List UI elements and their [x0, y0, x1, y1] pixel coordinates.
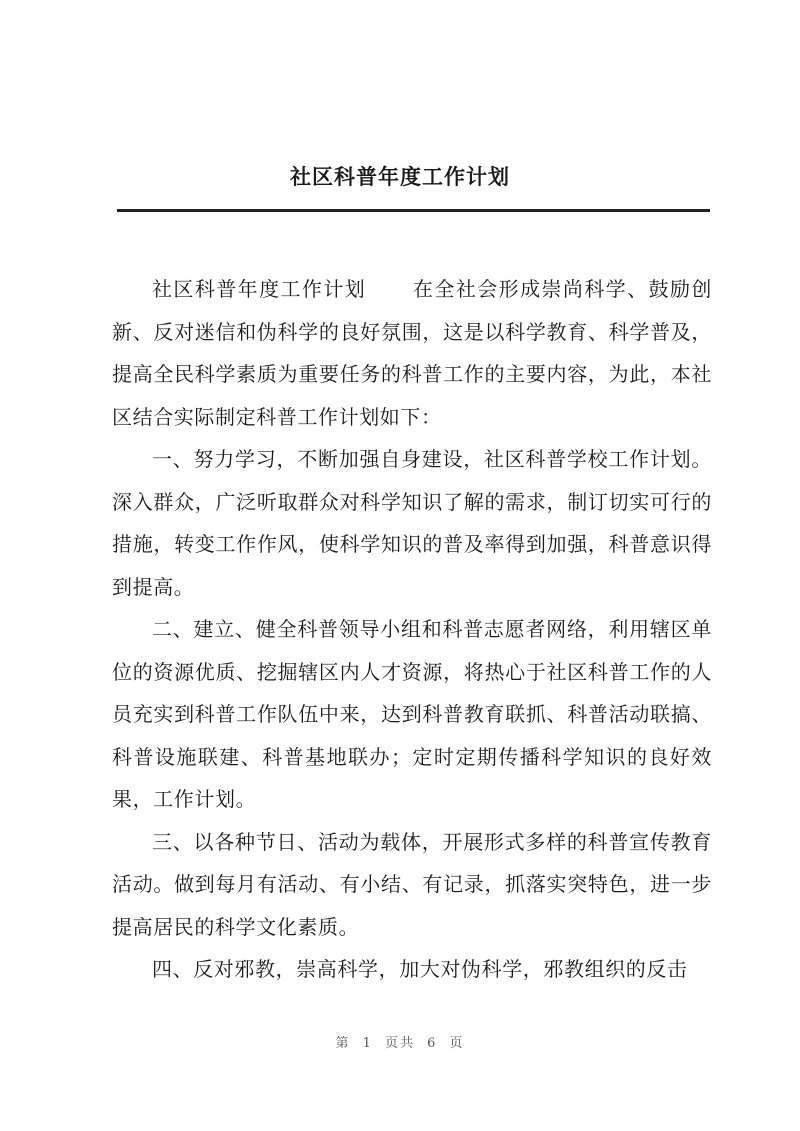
- paragraph-4: 四、反对邪教，崇高科学，加大对伪科学，邪教组织的反击: [152, 957, 688, 981]
- intro-paragraph: [112, 268, 712, 438]
- intro-lead: 社区科普年度工作计划: [152, 277, 367, 301]
- paragraph-1: 一、努力学习，不断加强自身建设，社区科普学校工作计划。深入群众，广泛听取群众对科学知识了解的需求，制订切实可行的措施，转变工作作风，使科学知识的普及率得到加强，科普意识得到提高。: [112, 447, 712, 599]
- intro-body: 在全社会形成崇尚科学、鼓励创新、反对迷信和伪科学的良好氛围，这是以科学教育、科学普及，提高全民科学素质为重要任务的科普工作的主要内容，为此，本社区结合实际制定科普工作计划如下：: [112, 277, 713, 429]
- paragraph-2: 二、建立、健全科普领导小组和科普志愿者网络，利用辖区单位的资源优质、挖掘辖区内人才资源，将热心于社区科普工作的人员充实到科普工作队伍中来，达到科普教育联抓、科普活动联搞、科普设施联建、科普基地联办；定时定期传播科学知识的良好效果，工作计划。: [112, 617, 712, 811]
- document-title: 社区科普年度工作计划: [290, 164, 510, 189]
- title-underline: [117, 209, 710, 212]
- document-body: [112, 268, 712, 991]
- paragraph-3: 三、以各种节日、活动为载体，开展形式多样的科普宣传教育活动。做到每月有活动、有小结、有记录，抓落实突特色，进一步提高居民的科学文化素质。: [112, 829, 712, 939]
- page-footer: 第 1 页共 6 页: [335, 1036, 465, 1051]
